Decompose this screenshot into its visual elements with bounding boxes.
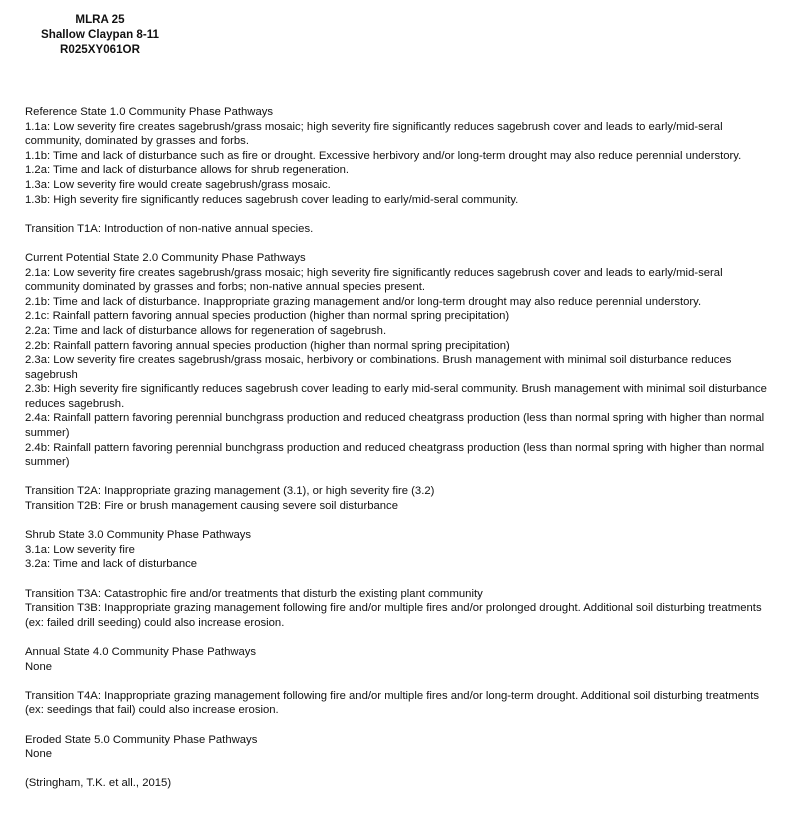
mlra-label: MLRA 25	[75, 13, 125, 26]
transition-t2-section	[25, 484, 767, 513]
pathway-item: 2.2a: Time and lack of disturbance allows for regeneration of sagebrush.	[25, 324, 387, 337]
pathway-item: 2.1c: Rainfall pattern favoring annual species production (higher than normal spring precipitation)	[25, 310, 510, 323]
pathway-item: 1.2a: Time and lack of disturbance allows for shrub regeneration.	[25, 164, 350, 177]
shrub-state-section	[25, 528, 767, 572]
transition-item: Transition T3B: Inappropriate grazing management following fire and/or multiple fires and/or prolonged drought. Additional soil disturbing treatments (ex: failed drill seeding) could also increase erosion.	[25, 602, 762, 629]
site-id: R025XY061OR	[60, 43, 140, 56]
document-body	[25, 105, 767, 806]
pathway-item: 2.1a: Low severity fire creates sagebrush/grass mosaic; high severity fire significantly reduces sagebrush cover and leads to early/mid-seral community dominated by grasses and forbs; non-native annual species present.	[25, 266, 723, 294]
pathway-item: 1.3a: Low severity fire would create sagebrush/grass mosaic.	[25, 178, 331, 191]
site-name: Shallow Claypan 8-11	[41, 28, 159, 41]
pathway-item: 2.3b: High severity fire significantly reduces sagebrush cover leading to early mid-seral community. Brush management with minimal soil disturbance reduces sagebrush.	[25, 383, 767, 410]
pathway-item: 2.3a: Low severity fire creates sagebrush/grass mosaic, herbivory or combinations. Brush management with minimal soil disturbance reduces sagebrush	[25, 354, 732, 381]
citation: (Stringham, T.K. et all., 2015)	[25, 777, 172, 790]
reference-state-section	[25, 105, 767, 207]
citation-section	[25, 776, 767, 791]
transition-item: Transition T1A: Introduction of non-native annual species.	[25, 222, 314, 235]
pathway-item: 2.1b: Time and lack of disturbance. Inappropriate grazing management and/or long-term drought may also reduce perennial understory.	[25, 295, 702, 308]
transition-item: Transition T4A: Inappropriate grazing management following fire and/or multiple fires and/or long-term drought. Additional soil disturbing treatments (ex: seedings that fail) could also increase erosion.	[25, 689, 760, 717]
section-title: Current Potential State 2.0 Community Phase Pathways	[25, 251, 306, 264]
pathway-item: 2.4a: Rainfall pattern favoring perennial bunchgrass production and reduced cheatgrass production (less than normal spring with higher than normal summer)	[25, 412, 765, 440]
section-title: Shrub State 3.0 Community Phase Pathways	[25, 529, 252, 542]
pathway-item: 3.2a: Time and lack of disturbance	[25, 558, 198, 571]
transition-t3-section	[25, 587, 767, 631]
pathway-item: 2.4b: Rainfall pattern favoring perennial bunchgrass production and reduced cheatgrass production (less than normal spring with higher than normal summer)	[25, 441, 765, 469]
pathway-item: 3.1a: Low severity fire	[25, 543, 135, 556]
section-title: Reference State 1.0 Community Phase Pathways	[25, 106, 274, 118]
pathway-item: 1.1a: Low severity fire creates sagebrush/grass mosaic; high severity fire significantly reduces sagebrush cover and leads to early/mid-seral community, dominated by grasses and forbs.	[25, 120, 723, 148]
pathway-item: 1.3b: High severity fire significantly reduces sagebrush cover leading to early/mid-seral community.	[25, 193, 519, 206]
section-title: Eroded State 5.0 Community Phase Pathways	[25, 733, 258, 746]
current-potential-state-section	[25, 251, 767, 470]
transition-item: Transition T2B: Fire or brush management causing severe soil disturbance	[25, 500, 398, 513]
eroded-state-section	[25, 733, 767, 762]
section-title: Annual State 4.0 Community Phase Pathways	[25, 645, 257, 658]
pathway-item: 2.2b: Rainfall pattern favoring annual species production (higher than normal spring precipitation)	[25, 339, 510, 352]
transition-item: Transition T2A: Inappropriate grazing management (3.1), or high severity fire (3.2)	[25, 485, 435, 498]
transition-t4-section	[25, 689, 767, 718]
annual-state-section	[25, 645, 767, 674]
document-header	[22, 12, 178, 57]
pathway-item: 1.1b: Time and lack of disturbance such as fire or drought. Excessive herbivory and/or long-term drought may also reduce perennial understory.	[25, 149, 742, 162]
transition-item: Transition T3A: Catastrophic fire and/or treatments that disturb the existing plant community	[25, 587, 483, 600]
transition-t1-section	[25, 222, 767, 237]
pathway-item: None	[25, 660, 53, 673]
pathway-item: None	[25, 748, 53, 761]
